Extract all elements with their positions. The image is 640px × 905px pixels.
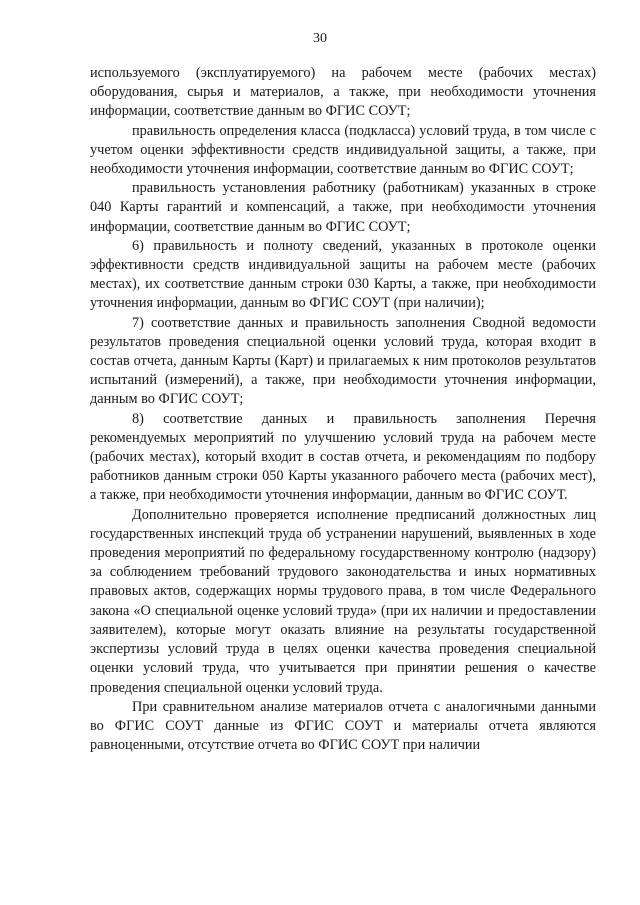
page-body — [90, 64, 596, 755]
paragraph-item-7: 7) соответствие данных и правильность заполнения Сводной ведомости результатов проведения специальной оценки условий труда, которая входит в состав отчета, данным Карты (Карт) и прилагаемых к ним протоколов результатов испытаний (измерений), а также, при необходимости уточнения информации, данным во ФГИС СОУТ; — [90, 314, 596, 408]
paragraph-guarantees-compensations: правильность установления работнику (работникам) указанных в строке 040 Карты гарантий и компенсаций, а также, при необходимости уточнения информации, соответствие данным во ФГИС СОУТ; — [90, 180, 596, 235]
paragraph-additional-check: Дополнительно проверяется исполнение предписаний должностных лиц государственных инспекций труда об устранении нарушений, выявленных в ходе проведения мероприятий по федеральному государственному контролю (надзору) за соблюдением требований трудового законодательства и иных нормативных правовых актов, содержащих нормы трудового права, в том числе Федерального закона «О специальной оценке условий труда» (при их наличии и предоставлении заявителем), которые могут оказать влияние на результаты государственной экспертизы условий труда в целях оценки качества проведения специальной оценки условий труда, что учитывается при принятии решения о качестве проведения специальной оценки условий труда. — [90, 506, 596, 696]
paragraph-continuation: используемого (эксплуатируемого) на рабочем месте (рабочих местах) оборудования, сырья и материалов, а также, при необходимости уточнения информации, соответствие данным во ФГИС СОУТ; — [90, 65, 596, 120]
page-number: 30 — [313, 31, 327, 46]
paragraph-class-determination: правильность определения класса (подкласса) условий труда, в том числе с учетом оценки эффективности средств индивидуальной защиты, а также, при необходимости уточнения информации, соответствие данным во ФГИС СОУТ; — [90, 122, 596, 178]
paragraph-item-8: 8) соответствие данных и правильность заполнения Перечня рекомендуемых мероприятий по улучшению условий труда на рабочем месте (рабочих местах), который входит в состав отчета, и рекомендациям по подбору работников данным строки 050 Карты указанного рабочего места (рабочих мест), а также, при необходимости уточнения информации, данным во ФГИС СОУТ. — [90, 410, 596, 504]
paragraph-comparative-analysis: При сравнительном анализе материалов отчета с аналогичными данными во ФГИС СОУТ данные из ФГИС СОУТ и материалы отчета являются равноценными, отсутствие отчета во ФГИС СОУТ при наличии — [90, 698, 596, 754]
paragraph-item-6: 6) правильность и полноту сведений, указанных в протоколе оценки эффективности средств индивидуальной защиты на рабочем месте (рабочих местах), их соответствие данным строки 030 Карты, а также, при необходимости уточнения информации, данным во ФГИС СОУТ (при наличии); — [90, 237, 596, 312]
